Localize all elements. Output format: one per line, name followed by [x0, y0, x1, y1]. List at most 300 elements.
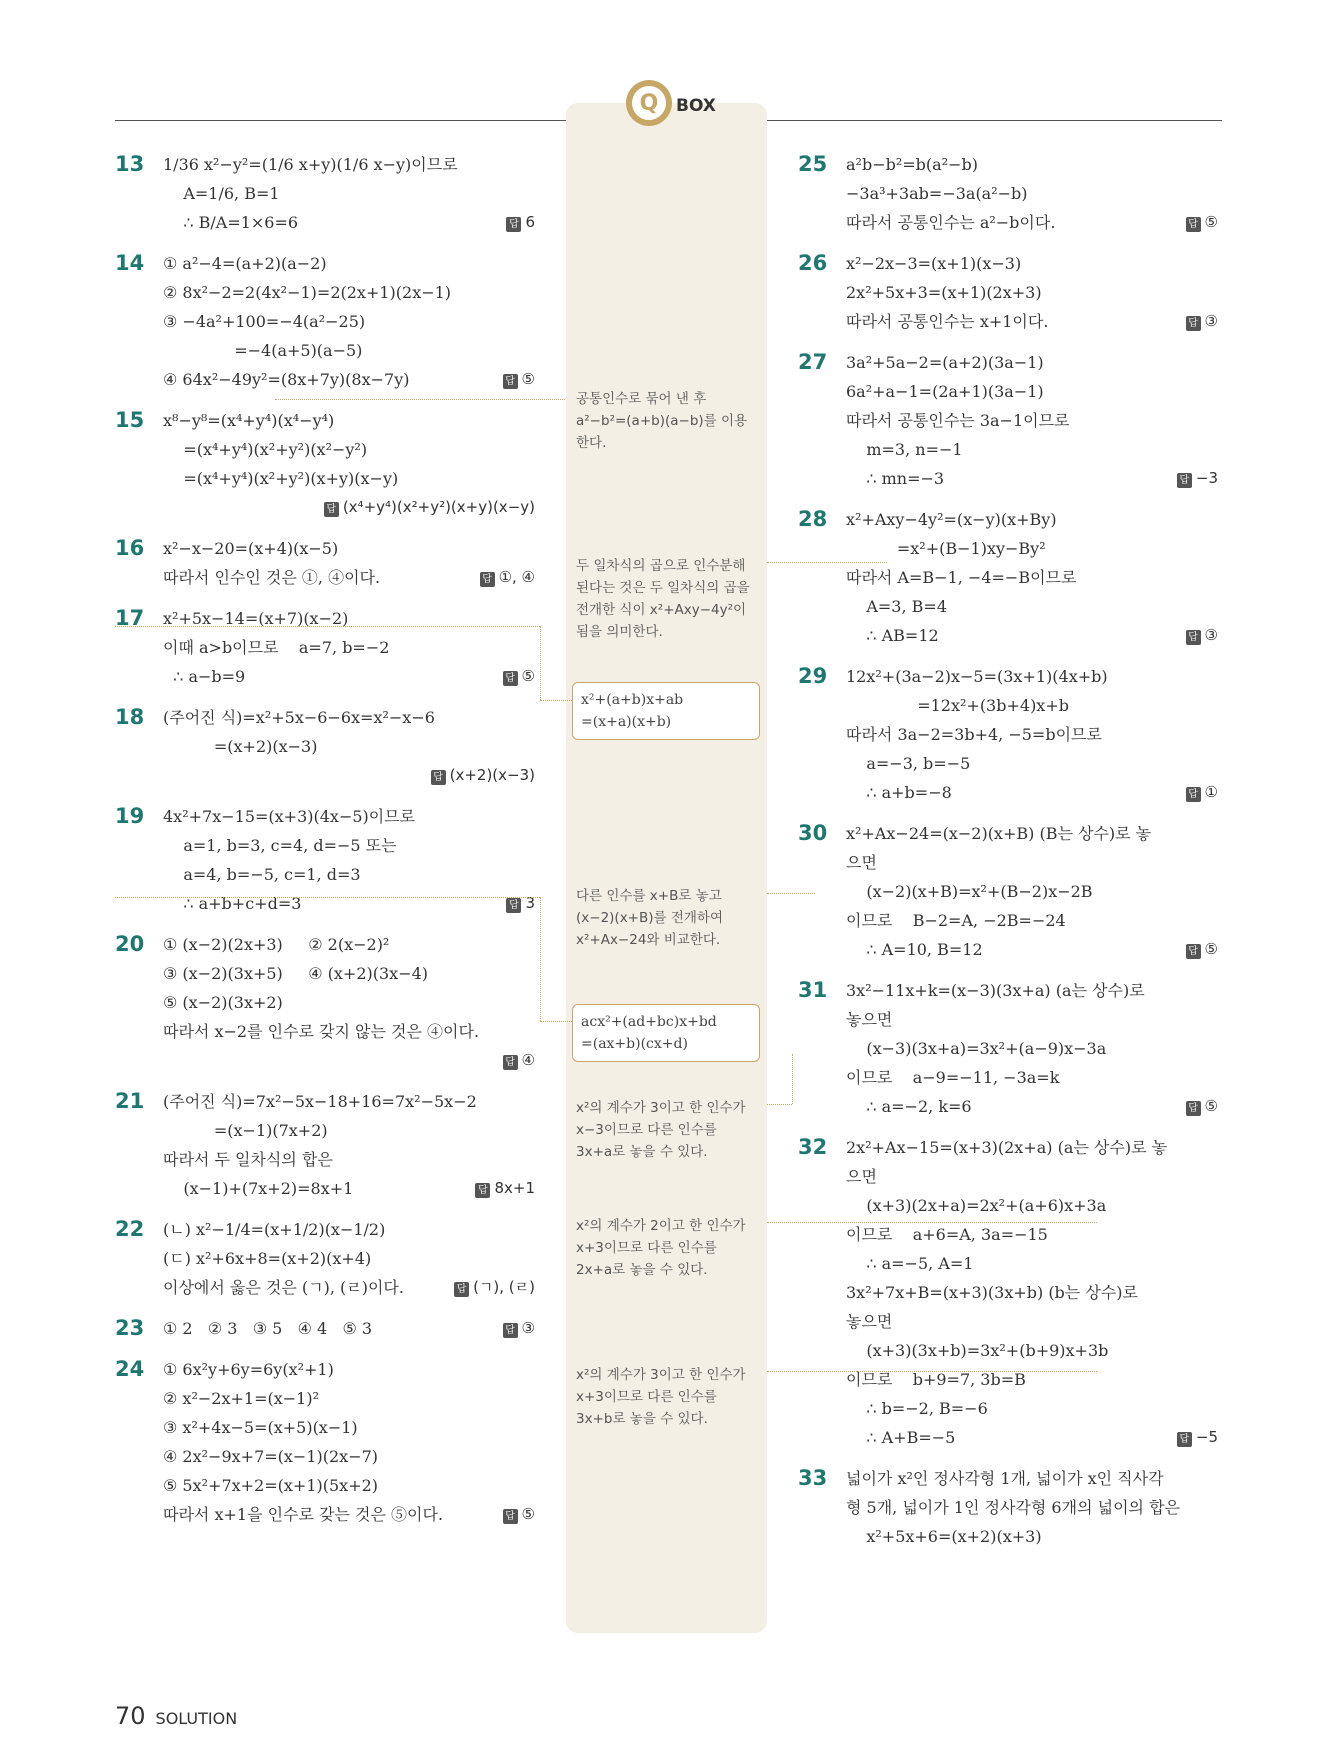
solution-line: [163, 1174, 535, 1203]
solution-text: ∴ a=−5, A=1: [846, 1254, 974, 1273]
leader-16-v: [540, 626, 541, 700]
leader-31: [767, 1104, 792, 1105]
problem-number: 16: [115, 536, 145, 560]
answer-mark-icon: 답: [503, 1509, 518, 1524]
answer-value: ①, ④: [498, 568, 535, 586]
solution-line: [163, 732, 535, 761]
solution-text: ① (x−2)(2x+3) ② 2(x−2)²: [163, 935, 390, 954]
page-number: 70: [115, 1702, 146, 1730]
solution-line: [846, 935, 1218, 964]
qbox-note-3: 다른 인수를 x+B로 놓고 (x−2)(x+B)를 전개하여 x²+Ax−24와 비교한다.: [576, 888, 724, 948]
solution-text: ∴ b=−2, B=−6: [846, 1399, 988, 1418]
solution-line: [846, 1220, 1218, 1249]
solution-line: [163, 703, 535, 732]
answer-mark-icon: 답: [1186, 630, 1201, 645]
answer-value: −5: [1195, 1428, 1218, 1446]
solution-line: [846, 819, 1218, 848]
solution-line: [846, 1034, 1218, 1063]
solution-line: [846, 1336, 1218, 1365]
solution-line: [163, 150, 535, 179]
solution-line: [163, 336, 535, 365]
solution-line: [163, 930, 535, 959]
problem-body: [846, 1464, 1218, 1551]
solution-line: [846, 1191, 1218, 1220]
solution-text: ① 2 ② 3 ③ 5 ④ 4 ⑤ 3: [163, 1319, 373, 1338]
solution-line: [163, 1442, 535, 1471]
problem-number: 21: [115, 1089, 145, 1113]
problem-26: [798, 249, 1218, 336]
problem-27: [798, 348, 1218, 493]
problem-23: [115, 1314, 535, 1343]
answer-value: 6: [525, 213, 535, 231]
solution-text: ∴ a+b+c+d=3: [163, 894, 302, 913]
solution-line: [846, 592, 1218, 621]
answer: [1186, 208, 1218, 237]
solution-line: [163, 1314, 535, 1343]
problem-number: 26: [798, 251, 828, 275]
solution-text: x²+5x+6=(x+2)(x+3): [846, 1527, 1042, 1546]
right-column: [798, 150, 1218, 1563]
solution-line: [846, 179, 1218, 208]
answer-mark-icon: 답: [324, 502, 339, 517]
solution-text: 6a²+a−1=(2a+1)(3a−1): [846, 382, 1044, 401]
solution-text: 3x²−11x+k=(x−3)(3x+a) (a는 상수)로: [846, 981, 1145, 1000]
answer: [1186, 1092, 1218, 1121]
problem-18: [115, 703, 535, 790]
solution-text: a=4, b=−5, c=1, d=3: [163, 865, 361, 884]
solution-line: [163, 563, 535, 592]
solution-text: 넓이가 x²인 정사각형 1개, 넓이가 x인 직사각: [846, 1469, 1164, 1488]
problem-body: [846, 505, 1218, 650]
solution-line: [846, 150, 1218, 179]
problem-14: [115, 249, 535, 394]
problem-30: [798, 819, 1218, 964]
solution-text: ∴ a−b=9: [163, 667, 246, 686]
solution-line: [163, 365, 535, 394]
solution-line: [163, 1471, 535, 1500]
leader-32b: [767, 1371, 1097, 1372]
solution-line: [846, 1522, 1218, 1551]
answer-value: ⑤: [521, 667, 535, 685]
solution-text: x²+Axy−4y²=(x−y)(x+By): [846, 510, 1057, 529]
solution-text: (주어진 식)=7x²−5x−18+16=7x²−5x−2: [163, 1092, 477, 1111]
solution-text: =(x+2)(x−3): [163, 737, 318, 756]
answer: [324, 493, 535, 522]
solution-text: =(x⁴+y⁴)(x²+y²)(x+y)(x−y): [163, 469, 399, 488]
qbox-note-5: x²의 계수가 2이고 한 인수가 x+3이므로 다른 인수를 2x+a로 놓을 수 있다.: [576, 1218, 746, 1278]
answer-mark-icon: 답: [503, 374, 518, 389]
problem-number: 23: [115, 1316, 145, 1340]
solution-text: 형 5개, 넓이가 1인 정사각형 6개의 넓이의 합은: [846, 1498, 1180, 1517]
problem-21: [115, 1087, 535, 1203]
solution-line: [163, 1413, 535, 1442]
answer-mark-icon: 답: [475, 1183, 490, 1198]
solution-line: [846, 1307, 1218, 1336]
problem-body: [163, 703, 535, 790]
solution-line: [163, 1087, 535, 1116]
problem-15: [115, 406, 535, 522]
solution-text: 이므로 a−9=−11, −3a=k: [846, 1068, 1060, 1087]
solution-line: [846, 348, 1218, 377]
solution-line: [846, 621, 1218, 650]
solution-text: (x−2)(x+B)=x²+(B−2)x−2B: [846, 882, 1093, 901]
solution-line: [163, 1116, 535, 1145]
answer-mark-icon: 답: [1186, 944, 1201, 959]
solution-text: ∴ mn=−3: [846, 469, 945, 488]
answer-value: −3: [1195, 469, 1218, 487]
solution-text: =12x²+(3b+4)x+b: [846, 696, 1069, 715]
solution-text: 으면: [846, 853, 877, 872]
qbox-note-2: 두 일차식의 곱으로 인수분해된다는 것은 두 일차식의 곱을 전개한 식이 x²+Axy−4y²이 됨을 의미한다.: [576, 558, 750, 640]
solution-text: 따라서 x+1을 인수로 갖는 것은 ⑤이다.: [163, 1505, 444, 1524]
answer-value: 3: [525, 894, 535, 912]
problem-number: 15: [115, 408, 145, 432]
problem-body: [163, 1314, 535, 1343]
problem-body: [163, 406, 535, 522]
answer: [503, 365, 535, 394]
problem-number: 24: [115, 1357, 145, 1381]
solution-line: [846, 563, 1218, 592]
solution-line: [163, 493, 535, 522]
solution-line: [163, 278, 535, 307]
answer: [503, 1500, 535, 1529]
problem-19: [115, 802, 535, 918]
problem-number: 33: [798, 1466, 828, 1490]
problem-number: 27: [798, 350, 828, 374]
problem-body: [846, 819, 1218, 964]
solution-line: [163, 988, 535, 1017]
qbox-note-4: x²의 계수가 3이고 한 인수가 x−3이므로 다른 인수를 3x+a로 놓을 수 있다.: [576, 1100, 746, 1160]
leader-16-h: [540, 700, 572, 701]
left-column: [115, 150, 535, 1541]
answer-value: 8x+1: [494, 1179, 535, 1197]
problem-24: [115, 1355, 535, 1529]
solution-line: [163, 1355, 535, 1384]
solution-line: [163, 831, 535, 860]
solution-text: m=3, n=−1: [846, 440, 963, 459]
formula-box-1-line1: x²+(a+b)x+ab: [581, 692, 684, 708]
answer: [503, 662, 535, 691]
problem-number: 29: [798, 664, 828, 688]
solution-line: [163, 633, 535, 662]
solution-line: [846, 406, 1218, 435]
problem-number: 17: [115, 606, 145, 630]
solution-text: A=1/6, B=1: [163, 184, 280, 203]
answer: [1186, 935, 1218, 964]
solution-line: [846, 1464, 1218, 1493]
qbox-label: BOX: [676, 96, 716, 116]
formula-box-2-line1: acx²+(ad+bc)x+bd: [581, 1014, 717, 1030]
solution-line: [846, 749, 1218, 778]
solution-text: ② 8x²−2=2(4x²−1)=2(2x+1)(2x−1): [163, 283, 452, 302]
answer-mark-icon: 답: [506, 898, 521, 913]
solution-text: 1/36 x²−y²=(1/6 x+y)(1/6 x−y)이므로: [163, 155, 458, 174]
problem-number: 20: [115, 932, 145, 956]
answer-mark-icon: 답: [480, 572, 495, 587]
solution-text: ① 6x²y+6y=6y(x²+1): [163, 1360, 334, 1379]
problem-body: [846, 662, 1218, 807]
solution-line: [846, 435, 1218, 464]
solution-line: [163, 1244, 535, 1273]
problem-body: [163, 150, 535, 237]
answer-mark-icon: 답: [431, 770, 446, 785]
solution-line: [846, 1423, 1218, 1452]
top-rule-right: [767, 120, 1222, 121]
solution-line: [846, 906, 1218, 935]
problem-16: [115, 534, 535, 592]
problem-body: [163, 802, 535, 918]
solution-text: A=3, B=4: [846, 597, 947, 616]
solution-text: x²+5x−14=(x+7)(x−2): [163, 609, 349, 628]
solution-line: [163, 1046, 535, 1075]
problem-13: [115, 150, 535, 237]
solution-line: [846, 1162, 1218, 1191]
problem-number: 32: [798, 1135, 828, 1159]
solution-line: [163, 1273, 535, 1302]
solution-text: 이상에서 옳은 것은 (ㄱ), (ㄹ)이다.: [163, 1278, 404, 1297]
problem-body: [163, 1087, 535, 1203]
solution-text: 따라서 공통인수는 a²−b이다.: [846, 213, 1056, 232]
solution-text: ⑤ 5x²+7x+2=(x+1)(5x+2): [163, 1476, 379, 1495]
answer-value: ⑤: [521, 1505, 535, 1523]
answer: [1177, 1423, 1218, 1452]
solution-text: ③ −4a²+100=−4(a²−25): [163, 312, 366, 331]
solution-text: ③ (x−2)(3x+5) ④ (x+2)(3x−4): [163, 964, 429, 983]
answer-value: ③: [521, 1319, 535, 1337]
solution-text: (x−1)+(7x+2)=8x+1: [163, 1179, 354, 1198]
answer: [1177, 464, 1218, 493]
solution-text: a=1, b=3, c=4, d=−5 또는: [163, 836, 397, 855]
solution-text: ∴ A+B=−5: [846, 1428, 956, 1447]
problem-number: 25: [798, 152, 828, 176]
solution-line: [163, 307, 535, 336]
solution-line: [846, 1394, 1218, 1423]
top-rule-left: [115, 120, 566, 121]
problem-body: [163, 1355, 535, 1529]
problem-body: [846, 150, 1218, 237]
solution-text: x⁸−y⁸=(x⁴+y⁴)(x⁴−y⁴): [163, 411, 335, 430]
leader-19-h: [540, 1021, 572, 1022]
answer: [1186, 307, 1218, 336]
solution-text: 이때 a>b이므로 a=7, b=−2: [163, 638, 390, 657]
solution-text: (x−3)(3x+a)=3x²+(a−9)x−3a: [846, 1039, 1107, 1058]
solution-text: ∴ AB=12: [846, 626, 939, 645]
solution-text: 으면: [846, 1167, 877, 1186]
answer-mark-icon: 답: [506, 217, 521, 232]
solution-text: 12x²+(3a−2)x−5=(3x+1)(4x+b): [846, 667, 1108, 686]
answer-mark-icon: 답: [1186, 787, 1201, 802]
answer-mark-icon: 답: [1186, 316, 1201, 331]
solution-text: =(x⁴+y⁴)(x²+y²)(x²−y²): [163, 440, 368, 459]
solution-text: ∴ A=10, B=12: [846, 940, 983, 959]
solution-line: [163, 604, 535, 633]
solution-line: [163, 1017, 535, 1046]
solution-line: [846, 976, 1218, 1005]
q-icon: Q: [626, 80, 672, 126]
solution-line: [846, 1005, 1218, 1034]
problem-number: 30: [798, 821, 828, 845]
footer-label: SOLUTION: [155, 1709, 238, 1728]
solution-text: 따라서 3a−2=3b+4, −5=b이므로: [846, 725, 1102, 744]
answer-value: ⑤: [521, 370, 535, 388]
solution-line: [163, 1500, 535, 1529]
qbox-note-1: 공통인수로 묶어 낸 후 a²−b²=(a+b)(a−b)를 이용한다.: [576, 391, 748, 451]
solution-text: 이므로 a+6=A, 3a=−15: [846, 1225, 1048, 1244]
solution-line: [163, 179, 535, 208]
solution-line: [163, 208, 535, 237]
solution-text: (ㄷ) x²+6x+8=(x+2)(x+4): [163, 1249, 372, 1268]
problem-number: 22: [115, 1217, 145, 1241]
leader-14: [275, 399, 565, 400]
solution-line: [846, 720, 1218, 749]
solution-text: 4x²+7x−15=(x+3)(4x−5)이므로: [163, 807, 416, 826]
solution-line: [846, 505, 1218, 534]
answer-value: (ㄱ), (ㄹ): [473, 1278, 535, 1296]
solution-line: [846, 877, 1218, 906]
solution-text: 2x²+Ax−15=(x+3)(2x+a) (a는 상수)로 놓: [846, 1138, 1168, 1157]
problem-body: [163, 604, 535, 691]
answer-value: ④: [521, 1051, 535, 1069]
solution-line: [163, 761, 535, 790]
solution-text: ② x²−2x+1=(x−1)²: [163, 1389, 319, 1408]
problem-29: [798, 662, 1218, 807]
solution-text: a²b−b²=b(a²−b): [846, 155, 978, 174]
solution-text: ① a²−4=(a+2)(a−2): [163, 254, 327, 273]
solution-text: ③ x²+4x−5=(x+5)(x−1): [163, 1418, 358, 1437]
solution-text: ∴ a=−2, k=6: [846, 1097, 972, 1116]
problem-body: [163, 249, 535, 394]
solution-line: [163, 1384, 535, 1413]
answer-mark-icon: 답: [454, 1282, 469, 1297]
answer: [431, 761, 535, 790]
answer-mark-icon: 답: [503, 1323, 518, 1338]
problem-17: [115, 604, 535, 691]
solution-line: [846, 778, 1218, 807]
solution-line: [163, 534, 535, 563]
solution-text: 3a²+5a−2=(a+2)(3a−1): [846, 353, 1044, 372]
solution-line: [163, 662, 535, 691]
solution-text: =(x−1)(7x+2): [163, 1121, 328, 1140]
solution-text: ∴ B/A=1×6=6: [163, 213, 299, 232]
problem-32: [798, 1133, 1218, 1452]
solution-line: [846, 464, 1218, 493]
solution-line: [846, 377, 1218, 406]
solution-line: [163, 802, 535, 831]
solution-text: x²+Ax−24=(x−2)(x+B) (B는 상수)로 놓: [846, 824, 1152, 843]
leader-19: [115, 897, 540, 898]
solution-text: x²−x−20=(x+4)(x−5): [163, 539, 339, 558]
leader-31-v: [792, 1054, 793, 1104]
answer-mark-icon: 답: [1186, 217, 1201, 232]
problem-number: 28: [798, 507, 828, 531]
formula-box-1-line2: =(x+a)(x+b): [581, 714, 672, 730]
solution-line: [846, 662, 1218, 691]
solution-line: [163, 406, 535, 435]
solution-line: [163, 1215, 535, 1244]
solution-line: [846, 1063, 1218, 1092]
solution-text: a=−3, b=−5: [846, 754, 971, 773]
solution-text: 2x²+5x+3=(x+1)(2x+3): [846, 283, 1042, 302]
answer: [506, 208, 535, 237]
solution-line: [846, 278, 1218, 307]
solution-line: [163, 860, 535, 889]
solution-text: =−4(a+5)(a−5): [163, 341, 363, 360]
problem-31: [798, 976, 1218, 1121]
leader-28: [767, 562, 887, 563]
solution-line: [846, 534, 1218, 563]
page-footer: [115, 1702, 237, 1730]
problem-body: [163, 1215, 535, 1302]
qbox-note-6: x²의 계수가 3이고 한 인수가 x+3이므로 다른 인수를 3x+b로 놓을 수 있다.: [576, 1367, 746, 1427]
leader-16: [115, 626, 540, 627]
answer: [503, 1314, 535, 1343]
solution-line: [846, 1249, 1218, 1278]
answer-value: ③: [1204, 312, 1218, 330]
formula-box-2: [572, 1004, 760, 1062]
problem-number: 14: [115, 251, 145, 275]
problem-28: [798, 505, 1218, 650]
solution-text: (x+3)(2x+a)=2x²+(a+6)x+3a: [846, 1196, 1107, 1215]
problem-22: [115, 1215, 535, 1302]
solution-line: [846, 1278, 1218, 1307]
solution-text: 이므로 b+9=7, 3b=B: [846, 1370, 1026, 1389]
problem-body: [846, 976, 1218, 1121]
solution-text: (ㄴ) x²−1/4=(x+1/2)(x−1/2): [163, 1220, 386, 1239]
solution-line: [846, 1133, 1218, 1162]
solution-line: [846, 691, 1218, 720]
solution-text: −3a³+3ab=−3a(a²−b): [846, 184, 1028, 203]
solution-text: 놓으면: [846, 1010, 893, 1029]
solution-text: 따라서 공통인수는 3a−1이므로: [846, 411, 1070, 430]
answer: [454, 1273, 535, 1302]
solution-text: ④ 64x²−49y²=(8x+7y)(8x−7y): [163, 370, 410, 389]
solution-text: 3x²+7x+B=(x+3)(3x+b) (b는 상수)로: [846, 1283, 1138, 1302]
leader-32a: [767, 1222, 1097, 1223]
solution-text: 놓으면: [846, 1312, 893, 1331]
solution-line: [846, 208, 1218, 237]
solution-line: [846, 1092, 1218, 1121]
answer-mark-icon: 답: [1177, 1432, 1192, 1447]
answer: [480, 563, 535, 592]
problem-33: [798, 1464, 1218, 1551]
solution-line: [163, 959, 535, 988]
problem-number: 19: [115, 804, 145, 828]
problem-number: 18: [115, 705, 145, 729]
answer-value: ⑤: [1204, 1097, 1218, 1115]
problem-body: [846, 348, 1218, 493]
problem-body: [846, 249, 1218, 336]
answer-value: ①: [1204, 783, 1218, 801]
problem-25: [798, 150, 1218, 237]
solution-text: 따라서 A=B−1, −4=−B이므로: [846, 568, 1077, 587]
problem-number: 13: [115, 152, 145, 176]
answer-value: ③: [1204, 626, 1218, 644]
answer-value: ⑤: [1204, 213, 1218, 231]
answer: [1186, 621, 1218, 650]
solution-text: 따라서 두 일차식의 합은: [163, 1150, 333, 1169]
solution-text: x²−2x−3=(x+1)(x−3): [846, 254, 1022, 273]
answer: [475, 1174, 535, 1203]
answer-mark-icon: 답: [503, 1055, 518, 1070]
problem-20: [115, 930, 535, 1075]
answer-value: (x+2)(x−3): [449, 766, 535, 784]
solution-line: [163, 249, 535, 278]
qbox-header: [626, 80, 716, 126]
solution-text: ∴ a+b=−8: [846, 783, 952, 802]
solution-line: [163, 435, 535, 464]
solution-line: [846, 848, 1218, 877]
problem-body: [846, 1133, 1218, 1452]
